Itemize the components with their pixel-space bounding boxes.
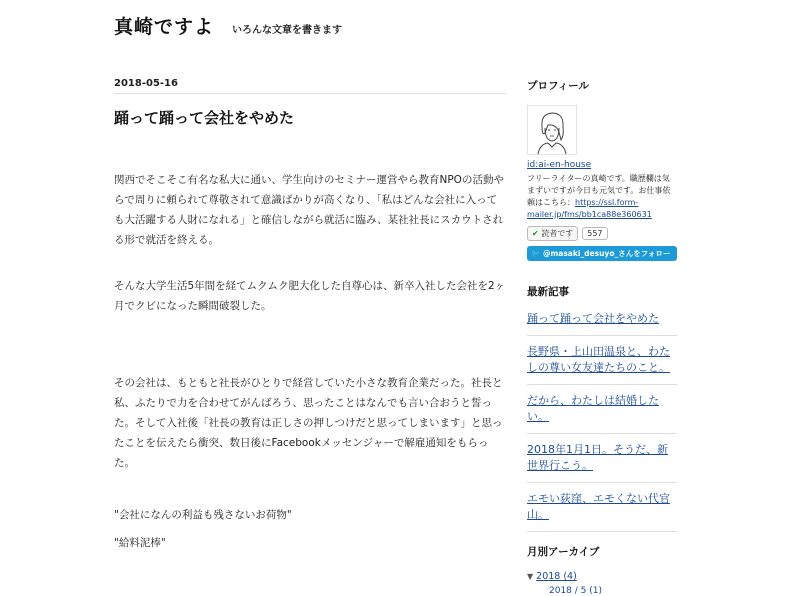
profile-id-link[interactable]: id:ai-en-house bbox=[527, 160, 592, 170]
twitter-follow-label: @masaki_desuyo_さんをフォロー bbox=[542, 249, 671, 258]
entry-paragraph: そんな大学生活5年間を経てムクムク肥大化した自尊心は、新卒入社した会社を2ヶ月でクビになった瞬間破裂した。 bbox=[114, 280, 506, 312]
reader-button-label: 読者です bbox=[541, 229, 574, 238]
recent-item[interactable]: 2018年1月1日。そうだ、新世界行こう。 bbox=[527, 442, 677, 483]
archive-year-link[interactable]: 2018 (4) bbox=[536, 571, 577, 582]
recent-item[interactable]: だから、わたしは結婚したい。 bbox=[527, 393, 677, 434]
recent-item[interactable]: 長野県・上山田温泉と、わたしの尊い女友達たちのこと。 bbox=[527, 344, 677, 385]
blog-header bbox=[114, 12, 342, 39]
profile-text: フリーライターの真崎です。職歴欄は気まずいですが今日も元気です。お仕事依頼はこちら： bbox=[527, 174, 671, 207]
archive-month-link[interactable]: 2018 / 5 (1) bbox=[549, 586, 602, 596]
twitter-follow-button[interactable] bbox=[527, 246, 677, 261]
blog-description: いろんな文章を書きます bbox=[232, 25, 343, 36]
check-icon: ✔ bbox=[532, 229, 539, 238]
entry-body bbox=[114, 170, 506, 553]
entry-date[interactable]: 2018-05-16 bbox=[114, 78, 506, 94]
entry-title[interactable]: 踊って踊って会社をやめた bbox=[114, 109, 295, 127]
entry-paragraph: "給料泥棒" bbox=[114, 537, 166, 549]
recent-item[interactable]: エモい荻窪、エモくない代官山。 bbox=[527, 491, 677, 532]
avatar-illustration bbox=[528, 106, 576, 154]
triangle-down-icon[interactable]: ▼ bbox=[527, 572, 534, 581]
reader-row bbox=[527, 226, 677, 241]
entry-paragraph: "会社になんの利益も残さないお荷物" bbox=[114, 509, 292, 521]
recent-heading: 最新記事 bbox=[527, 286, 569, 298]
entry-paragraph: その会社は、もともと社長がひとりで経営していた小さな教育企業だった。社長と私、ふたりで力を合わせてがんばろう、思ったことはなんでも言い合おうと誓った。そして入社後「社長の教育は正しさの押しつけだと思ってしまいます」と思ったことを伝えたら衝突、数日後にFacebookメッセンジャーで解雇通知をもらった。 bbox=[114, 377, 503, 469]
archive-year-row bbox=[527, 571, 677, 582]
profile-heading: プロフィール bbox=[527, 80, 589, 92]
blog-title[interactable]: 真崎ですよ bbox=[114, 16, 215, 38]
reader-count: 557 bbox=[582, 227, 607, 240]
avatar[interactable] bbox=[527, 105, 577, 155]
entry-main bbox=[114, 78, 506, 553]
archive-heading: 月別アーカイブ bbox=[527, 546, 600, 558]
profile-description bbox=[527, 173, 677, 221]
twitter-icon: 🐦 bbox=[531, 249, 541, 258]
reader-button[interactable] bbox=[527, 226, 578, 241]
recent-list bbox=[527, 311, 677, 532]
profile-work-link[interactable]: https://ssl.form-mailer.jp/fms/bb1ca88e360631 bbox=[527, 198, 652, 219]
entry-paragraph: 関西でそこそこ有名な私大に通い、学生向けのセミナー運営やら教育NPOの活動やらで周りに頼られて尊敬されて意識ばかりが高くなり、「私はどんな会社に入っても大活躍する人財になれる」と確信しながら就活に臨み、某社社長にスカウトされる形で就活を終える。 bbox=[114, 174, 504, 246]
recent-item[interactable]: 踊って踊って会社をやめた bbox=[527, 311, 677, 336]
sidebar bbox=[527, 78, 677, 596]
